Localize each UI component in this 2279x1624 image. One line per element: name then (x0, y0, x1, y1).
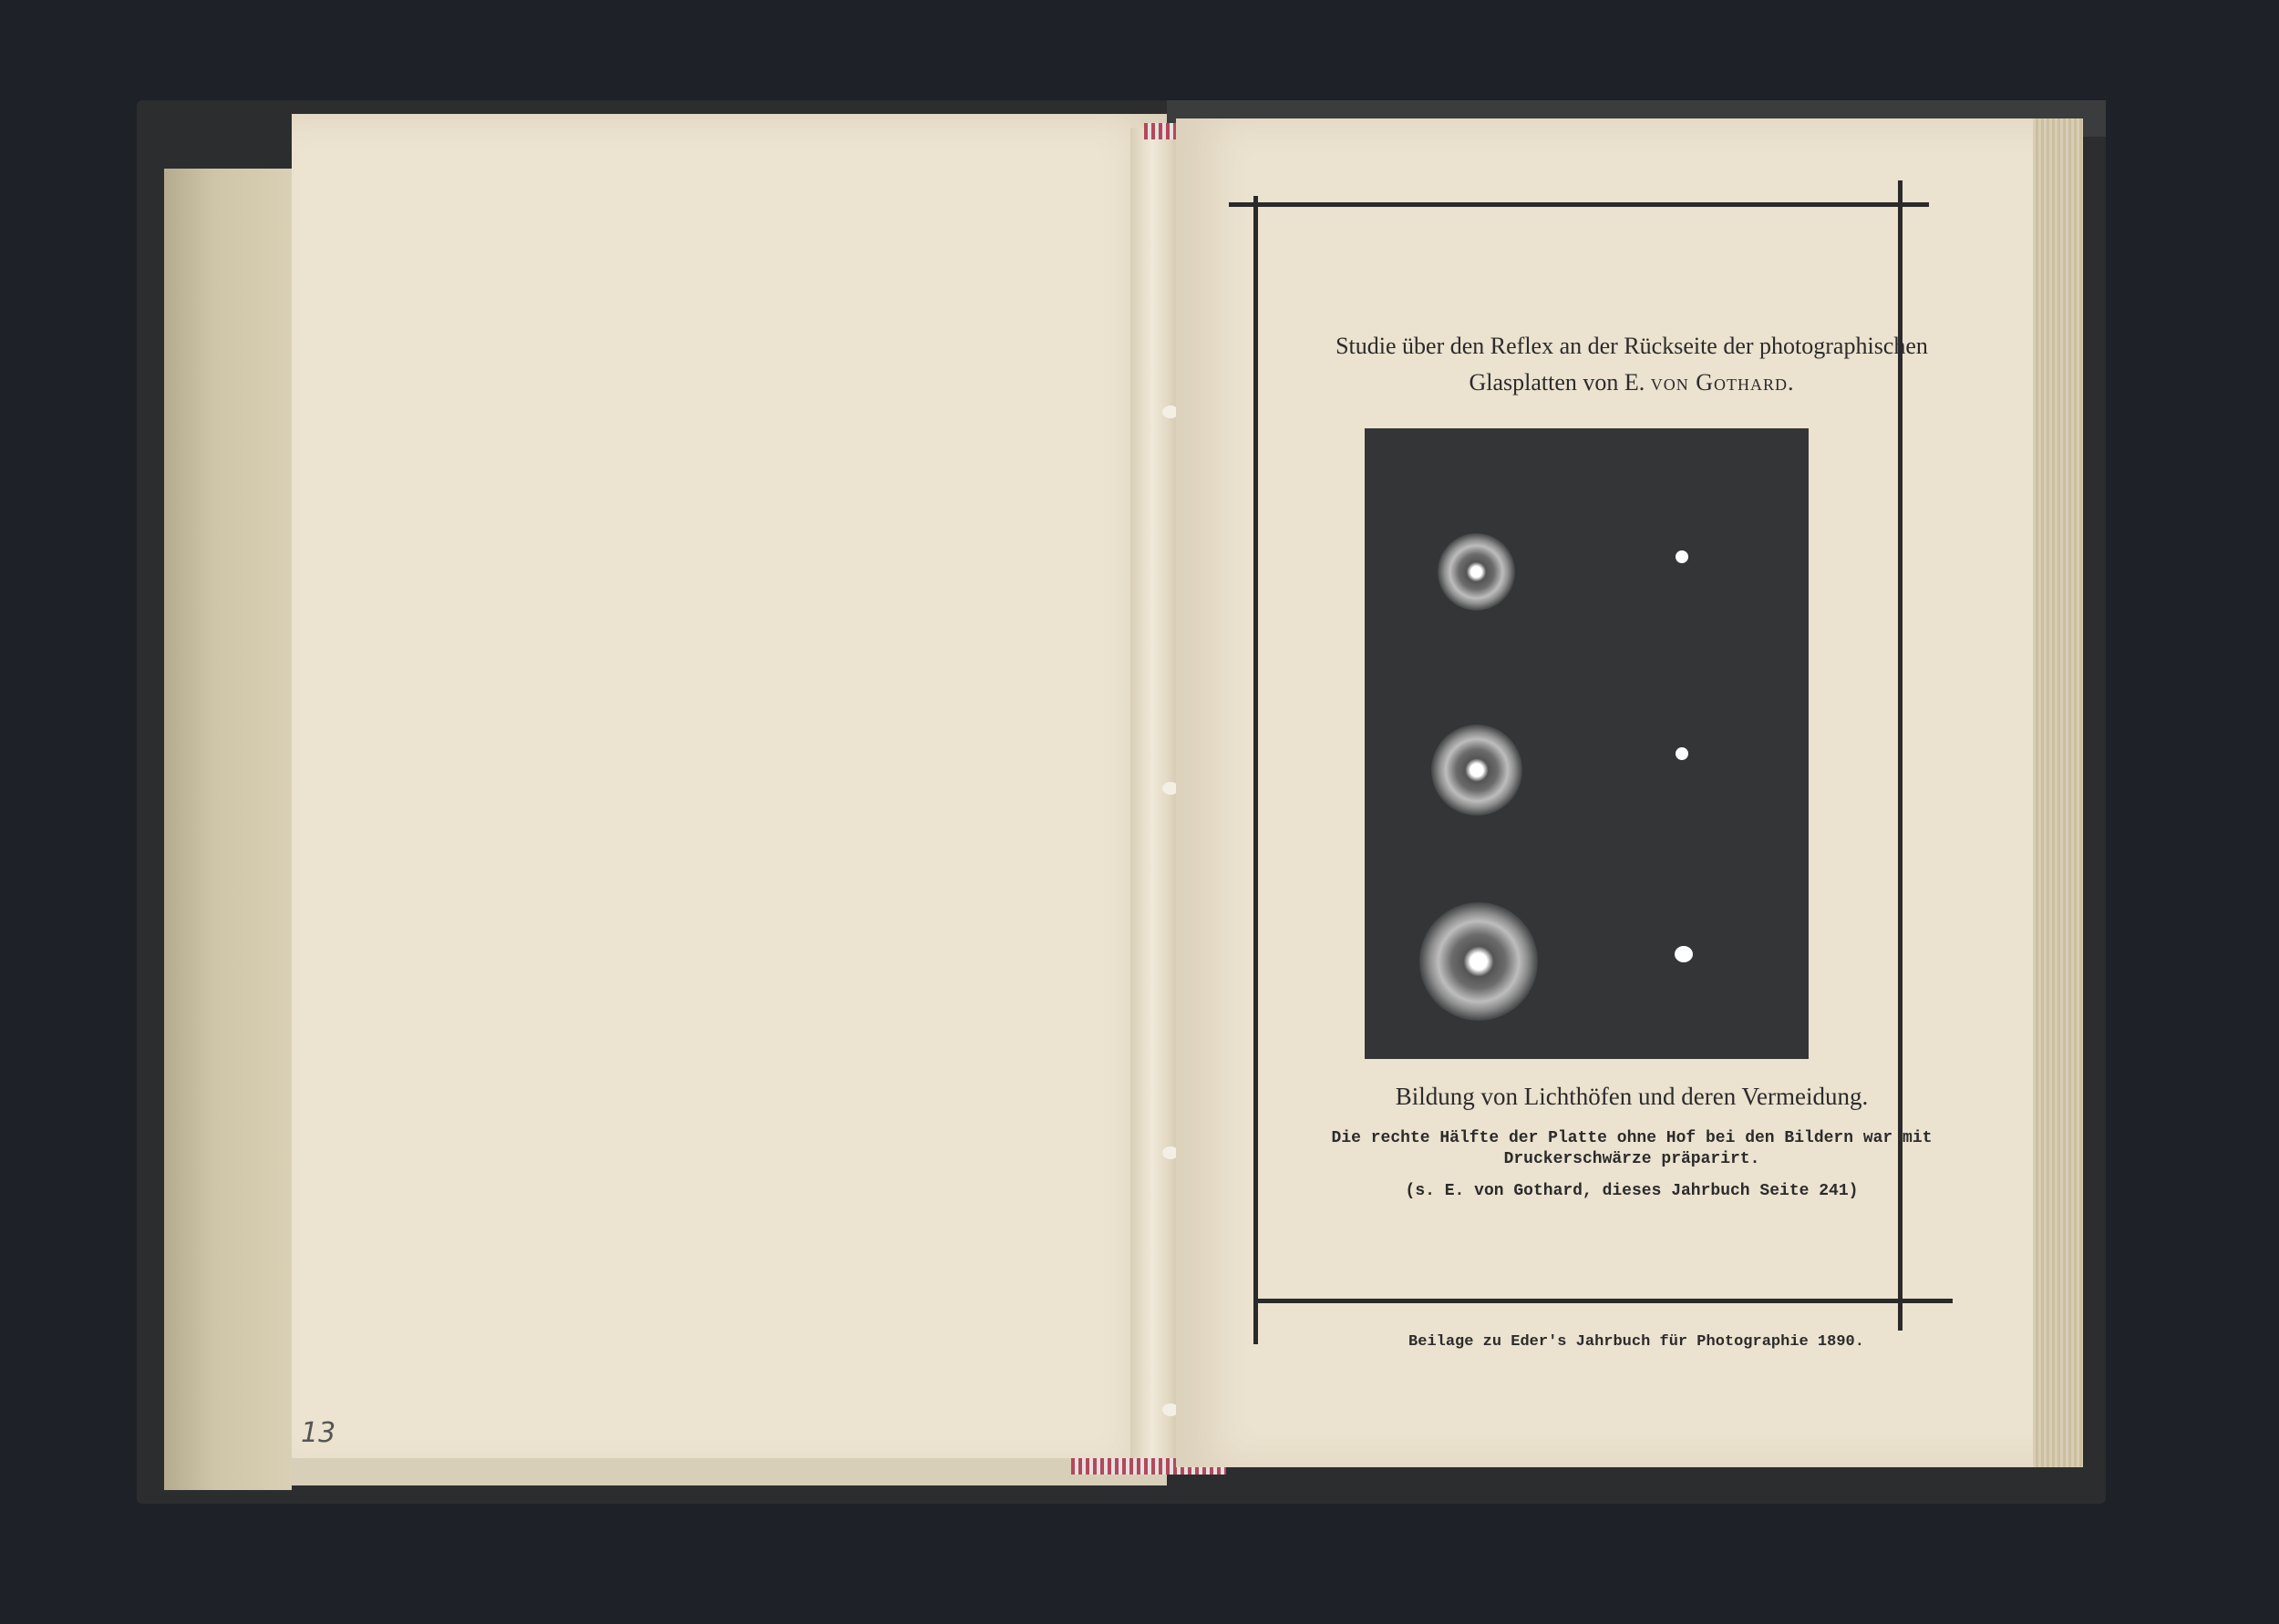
left-page-bottom-edge (292, 1458, 1167, 1485)
caption-reference: (s. E. von Gothard, dieses Jahrbuch Seite 241) (1405, 1182, 1859, 1200)
caption-sub: Die rechte Hälfte der Platte ohne Hof bei den Bildern war mit Druckerschwärze präparirt. (1331, 1129, 1933, 1169)
frame-bottom-rule (1253, 1299, 1953, 1303)
halation-photograph (1365, 428, 1809, 1059)
plate-title-author: von Gothard. (1650, 369, 1795, 396)
plate-title (1258, 328, 2006, 402)
point-image-no-halo (1675, 946, 1693, 962)
halo-medium (1431, 725, 1522, 816)
plate-title-prefix: Glasplatten von E. (1469, 369, 1645, 396)
right-page-stack-edge (2033, 118, 2083, 1467)
footer-supplement-note: Beilage zu Eder's Jahrbuch für Photographie 1890. (1408, 1333, 1864, 1351)
caption-main: Bildung von Lichthöfen und deren Vermeidung. (1395, 1083, 1869, 1110)
handwritten-page-number: 13 (301, 1417, 336, 1449)
point-image-no-halo (1676, 550, 1688, 563)
point-image-no-halo (1676, 747, 1688, 760)
left-page-stack-edge (164, 169, 292, 1490)
left-page (292, 114, 1167, 1476)
plate-title-line1: Studie über den Reflex an der Rückseite der photographischen (1335, 333, 1928, 359)
halo-large (1419, 902, 1538, 1021)
halo-small (1438, 533, 1515, 611)
frame-top-rule (1229, 202, 1929, 207)
spine-headband-top (1144, 123, 1181, 139)
plate-title-line2 (1258, 365, 2006, 401)
